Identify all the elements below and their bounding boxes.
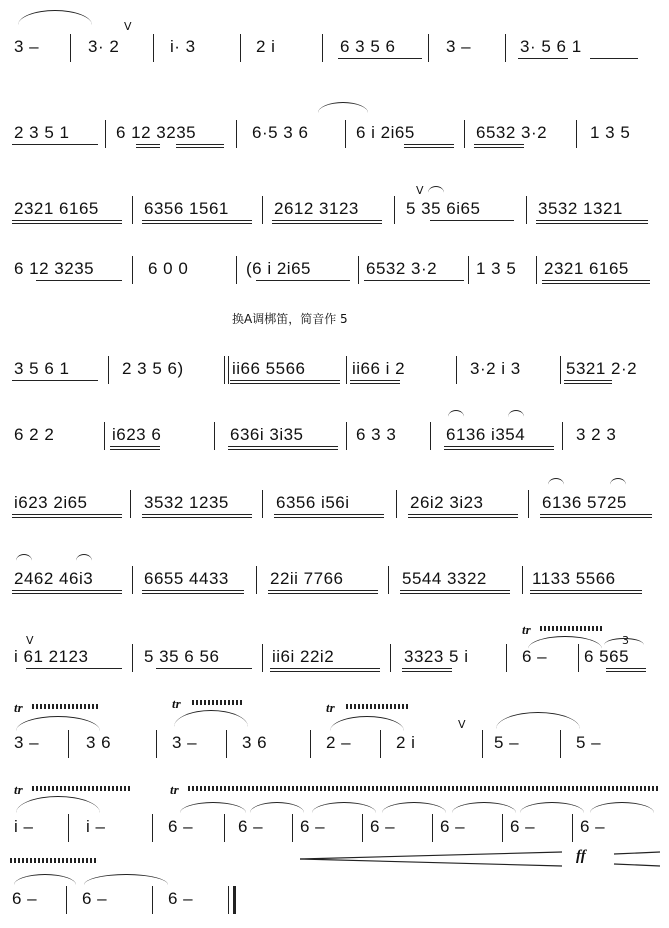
measure: 3· 5 6 1 [520,37,582,56]
underline [12,223,122,224]
barline [108,356,109,384]
measure: 1 3 5 [590,123,631,142]
barline [226,730,227,758]
underline [270,668,380,669]
underline [136,144,160,145]
measure: 2321 6165 [544,259,629,278]
measure: 2 3 5 1 [14,123,70,142]
underline [272,223,382,224]
measure: 6655 4433 [144,569,229,588]
barline [228,886,229,914]
barline [464,120,465,148]
underline [142,223,252,224]
score-line-3 [0,184,669,238]
underline [142,220,252,221]
underline [518,58,568,59]
score-line-1 [0,20,669,76]
measure: 6 – [238,817,264,836]
measure: 22ii 7766 [270,569,344,588]
barline [560,356,561,384]
measure: 5 – [576,733,602,752]
underline [530,590,642,591]
measure: i 61 2123 [14,647,89,666]
underline [12,220,122,221]
final-barline [233,886,236,914]
barline [68,814,69,842]
slur [448,410,464,417]
measure: 6532 3·2 [366,259,438,278]
measure: 2462 46i3 [14,569,94,588]
measure: 6356 i56i [276,493,350,512]
slur [16,716,100,731]
slur [508,410,524,417]
measure: i – [14,817,34,836]
underline [540,514,652,515]
measure: 3 2 3 [576,425,617,444]
barline [132,196,133,224]
score-line-7 [0,492,669,532]
underline [110,446,160,447]
slur [318,102,368,113]
slur [520,802,584,813]
trill-wavy-line [32,786,132,791]
breath-mark: V [124,20,132,33]
underline [408,517,518,518]
underline [142,593,244,594]
barline [430,422,431,450]
measure: ii6i 22i2 [272,647,335,666]
measure: 6·5 3 6 [252,123,309,142]
measure: 636i 3i35 [230,425,304,444]
underline [12,593,122,594]
measure: i623 2i65 [14,493,88,512]
barline [578,644,579,672]
underline [408,514,518,515]
slur [14,874,76,885]
slur [76,554,92,561]
slur [590,802,654,813]
underline [400,593,510,594]
dynamic-ff: ff [576,848,586,864]
underline [142,517,252,518]
barline [262,644,263,672]
score-line-5 [0,358,669,398]
measure: 6 12 3235 [116,123,197,142]
trill-mark: tr [522,622,531,637]
measure: 6 – [580,817,606,836]
underline [256,280,350,281]
underline [444,449,554,450]
trill-wavy-line [10,858,96,863]
measure: 6 – [370,817,396,836]
measure: 6 – [168,889,194,908]
barline [506,644,507,672]
slur [428,186,444,193]
underline [444,446,554,447]
underline [12,514,122,515]
underline [404,144,454,145]
barline [428,34,429,62]
measure: 3323 5 i [404,647,469,666]
measure: 6 – [82,889,108,908]
measure: (6 i 2i65 [246,259,311,278]
slur [452,802,516,813]
underline [404,147,454,148]
measure: 2 i [396,733,416,752]
underline [606,668,646,669]
barline [130,490,131,518]
barline [262,490,263,518]
measure: 2 i [256,37,276,56]
barline [70,34,71,62]
measure: 6136 5725 [542,493,627,512]
underline [530,593,642,594]
underline [402,671,452,672]
barline [66,886,67,914]
trill-mark: tr [14,782,23,797]
measure: 5321 2·2 [566,359,638,378]
measure: ii66 5566 [232,359,306,378]
barline [224,356,225,384]
underline [142,514,252,515]
barline [380,730,381,758]
barline [132,566,133,594]
barline [68,730,69,758]
measure: 2321 6165 [14,199,99,218]
barline [310,730,311,758]
score-line-12 [0,888,669,928]
measure: 6 – [300,817,326,836]
slur [496,712,580,729]
underline [274,517,384,518]
triplet-mark: 3 [622,634,629,647]
crescendo-hairpin [300,848,660,870]
measure: 6 565 [584,647,630,666]
trill-mark: tr [172,696,181,711]
slur [180,802,246,813]
underline [12,590,122,591]
measure: 1 3 5 [476,259,517,278]
barline [104,422,105,450]
measure: 5 35 6 56 [144,647,220,666]
underline [536,223,648,224]
barline [522,566,523,594]
measure: ii66 i 2 [352,359,406,378]
score-line-6 [0,424,669,464]
measure: 5544 3322 [402,569,487,588]
underline [110,449,160,450]
underline [542,283,650,284]
underline [268,593,378,594]
breath-mark: V [416,184,424,197]
barline [562,422,563,450]
measure: 6532 3·2 [476,123,548,142]
barline [292,814,293,842]
underline [564,380,612,381]
slur [174,710,248,727]
underline [228,446,338,447]
barline [236,256,237,284]
barline [214,422,215,450]
barline [526,196,527,224]
measure: 5 – [494,733,520,752]
measure: 6 – [522,647,548,666]
measure: 3532 1321 [538,199,623,218]
barline [152,886,153,914]
trill-wavy-line [32,704,98,709]
measure: 3·2 i 3 [470,359,521,378]
measure: 6 – [440,817,466,836]
barline [346,422,347,450]
score-line-2 [0,122,669,162]
barline [502,814,503,842]
underline [142,590,244,591]
underline [350,380,400,381]
measure: 6 12 3235 [14,259,95,278]
underline [350,383,400,384]
underline [230,380,340,381]
slur [548,478,564,485]
underline [12,144,98,145]
underline [430,220,514,221]
slur [330,716,404,731]
measure: 6 – [168,817,194,836]
barline [482,730,483,758]
measure: 3· 2 [88,37,120,56]
barline [432,814,433,842]
underline [272,220,382,221]
trill-wavy-line [188,786,658,791]
underline [26,668,122,669]
underline [228,449,338,450]
measure: 3 6 [242,733,268,752]
barline [388,566,389,594]
barline [362,814,363,842]
barline [394,196,395,224]
slur [312,802,376,813]
trill-mark: tr [170,782,179,797]
barline [240,34,241,62]
barline [322,34,323,62]
measure: 6356 1561 [144,199,229,218]
measure: 6 0 0 [148,259,189,278]
barline [345,120,346,148]
measure: 3 5 6 1 [14,359,70,378]
barline [358,256,359,284]
measure: i – [86,817,106,836]
key-change-annotation: 换A调梆笛，简音作 5 [232,312,348,326]
measure: 6136 i354 [446,425,526,444]
measure: 6 3 5 6 [340,37,396,56]
underline [402,668,452,669]
measure: 6 i 2i65 [356,123,415,142]
barline [153,34,154,62]
barline [105,120,106,148]
barline [505,34,506,62]
underline [338,58,422,59]
barline [256,566,257,594]
measure: 5 35 6i65 [406,199,481,218]
measure: 2 – [326,733,352,752]
barline [396,490,397,518]
barline [132,644,133,672]
barline [152,814,153,842]
barline [536,256,537,284]
measure: 6 – [12,889,38,908]
measure: 3 – [14,733,40,752]
underline [176,147,224,148]
barline [576,120,577,148]
underline [564,383,612,384]
barline [132,256,133,284]
barline [456,356,457,384]
slur [250,802,304,813]
underline [536,220,648,221]
trill-wavy-line [192,700,244,705]
barline [346,356,347,384]
score-line-10 [0,696,669,772]
slur [604,638,644,645]
trill-mark: tr [326,700,335,715]
underline [540,517,652,518]
underline [136,147,160,148]
score-line-8 [0,568,669,608]
underline [606,671,646,672]
underline [364,280,464,281]
underline [176,144,224,145]
underline [230,383,340,384]
measure: 6 – [510,817,536,836]
trill-wavy-line [540,626,602,631]
underline [36,280,122,281]
underline [270,671,380,672]
measure: 3 – [14,37,40,56]
slur [84,874,168,885]
barline [468,256,469,284]
measure: 2 3 5 6) [122,359,184,378]
score-line-4 [0,258,669,298]
barline [528,490,529,518]
underline [542,280,650,281]
measure: i623 6 [112,425,162,444]
barline [390,644,391,672]
measure: 26i2 3i23 [410,493,484,512]
barline [224,814,225,842]
barline [236,120,237,148]
breath-mark: V [458,718,466,731]
measure: 3 – [446,37,472,56]
underline [474,144,524,145]
measure: 2612 3123 [274,199,359,218]
barline [262,196,263,224]
underline [156,668,252,669]
underline [12,380,98,381]
breath-mark: V [26,634,34,647]
slur [18,10,92,25]
underline [590,58,638,59]
barline [572,814,573,842]
barline [560,730,561,758]
trill-mark: tr [14,700,23,715]
slur [610,478,626,485]
measure: 1133 5566 [532,569,616,588]
score-line-9 [0,622,669,686]
barline [156,730,157,758]
measure: 3532 1235 [144,493,229,512]
underline [474,147,524,148]
trill-wavy-line [346,704,408,709]
underline [12,517,122,518]
measure: i· 3 [170,37,196,56]
underline [274,514,384,515]
measure: 3 6 [86,733,112,752]
measure: 3 – [172,733,198,752]
measure: 6 3 3 [356,425,397,444]
slur [382,802,446,813]
slur [16,554,32,561]
measure: 6 2 2 [14,425,55,444]
underline [268,590,378,591]
underline [400,590,510,591]
slur [16,796,100,813]
